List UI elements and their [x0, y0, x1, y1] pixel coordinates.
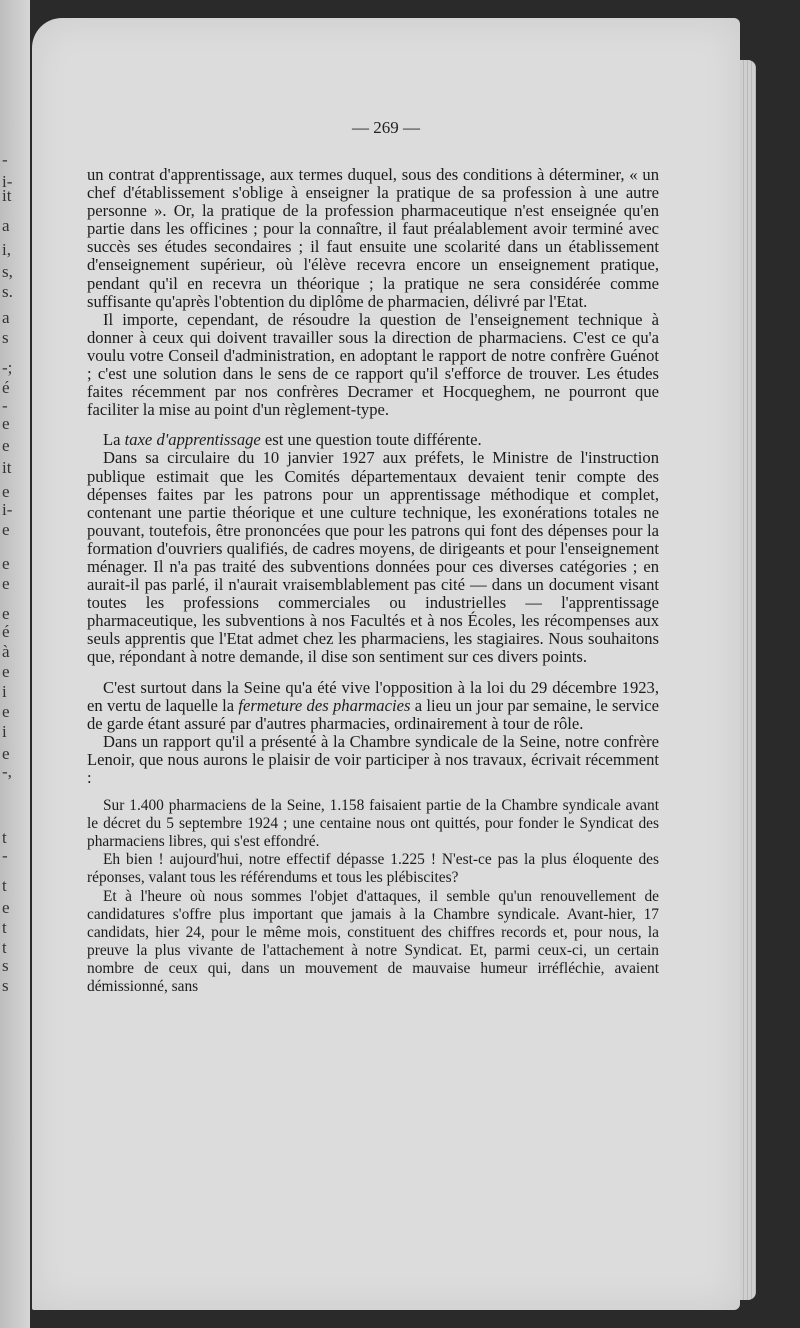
margin-fragment: e: [2, 898, 10, 917]
margin-fragment: e: [2, 574, 10, 593]
margin-fragment: e: [2, 702, 10, 721]
margin-fragment: a: [2, 308, 10, 327]
margin-fragment: it: [2, 186, 12, 205]
margin-fragment: e: [2, 414, 10, 433]
margin-fragment: é: [2, 378, 10, 397]
margin-fragment: s,: [2, 262, 13, 281]
paragraph: un contrat d'apprentissage, aux termes duquel, sous des conditions à déterminer, « un chef d'établissement s'oblige à enseigner la pratique de sa profession à une autre personne ». Or, la pratique de la profession pharmaceutique n'est enseignée qu'en partie dans les officines ; pour la connaître, il faut préalablement avoir terminé avec succès ses études secondaires ; il faut ensuite une scolarité dans un établissement d'enseignement supérieur, où l'élève recevra encore un enseignement pratique, pendant qu'il en recevra un théorique ; la pratique ne sera considérée comme suffisante qu'après l'obtention du diplôme de pharmacien, délivré par l'Etat.: [87, 165, 659, 311]
margin-fragment: -: [2, 396, 8, 415]
margin-fragment: s.: [2, 282, 13, 301]
italic-term: fermeture des pharmacies: [238, 695, 411, 715]
margin-fragment: s: [2, 976, 9, 995]
margin-fragment: -;: [2, 358, 13, 377]
margin-fragment: i,: [2, 240, 11, 259]
paragraph: La taxe d'apprentissage est une question toute différente.: [103, 430, 482, 450]
margin-fragment: e: [2, 482, 10, 501]
margin-fragment: e: [2, 520, 10, 539]
paragraph: Dans un rapport qu'il a présenté à la Chambre syndicale de la Seine, notre confrère Lenoir, que nous aurons le plaisir de voir participer à nos travaux, écrivait récemment :: [87, 731, 659, 787]
margin-fragment: t: [2, 828, 7, 847]
margin-fragment: s: [2, 956, 9, 975]
italic-term: taxe d'apprentissage: [124, 430, 261, 450]
margin-fragment: -,: [2, 762, 12, 781]
paragraph: Dans sa circulaire du 10 janvier 1927 aux préfets, le Ministre de l'instruction publique estimait que les Comités départementaux devaient tenir compte des dépenses faites par les patrons pour un apprentissage méthodique et complet, contenant une partie théorique et une culture technique, les exonérations totales ne pouvant, toutefois, être prononcées que pour les patrons qui font des dépenses pour la formation d'ouvriers qualifiés, de cadres moyens, de dirigeants et pour l'enseignement ménager. Il n'a pas traité des subventions données pour ces diverses catégories ; en aurait-il pas parlé, il n'aurait vraisemblablement pas cité — dans un document visant toutes les professions commerciales ou industrielles — l'apprentissage pharmaceutique, les subventions à nos Facultés et à nos Écoles, les récompenses aux seuls apprentis que l'Etat admet chez les pharmaciens, les stagiaires. Nous souhaitons que, répondant à notre demande, il dise son sentiment sur ces divers points.: [87, 448, 659, 667]
quoted-paragraph: Sur 1.400 pharmaciens de la Seine, 1.158 faisaient partie de la Chambre syndicale avant le décret du 5 septembre 1924 ; une centaine nous ont quittés, pour fonder le Syndicat des pharmaciens libres, qui s'est effondré.: [87, 797, 659, 851]
margin-fragment: i: [2, 722, 7, 741]
margin-fragment: t: [2, 876, 7, 895]
margin-fragment: i-: [2, 500, 13, 519]
margin-fragment: a: [2, 216, 10, 235]
margin-fragment: à: [2, 642, 10, 661]
margin-fragment: s: [2, 328, 9, 347]
margin-fragment: t: [2, 938, 7, 957]
margin-fragment: e: [2, 662, 10, 681]
margin-fragment: e: [2, 554, 10, 573]
margin-fragment: i-: [2, 172, 13, 191]
page-number: — 269 —: [352, 118, 420, 137]
margin-fragment: é: [2, 622, 10, 641]
margin-fragment: e: [2, 436, 10, 455]
margin-fragment: -: [2, 150, 8, 169]
margin-fragment: -: [2, 846, 8, 865]
margin-fragment: e: [2, 744, 10, 763]
margin-fragment: t: [2, 918, 7, 937]
book-page: [32, 18, 740, 1310]
margin-fragment: it: [2, 458, 12, 477]
quoted-paragraph: Et à l'heure où nous sommes l'objet d'attaques, il semble qu'un renouvellement de candidatures s'offre plus important que jamais à la Chambre syndicale. Avant-hier, 17 candidats, hier 24, pour le même mois, constituent des chiffres records et, pour nous, la preuve la plus vivante de l'attachement à notre Syndicat. Et, parmi ceux-ci, un certain nombre de ceux qui, dans un mouvement de mauvaise humeur irréfléchie, avaient démissionné, sans: [87, 887, 659, 996]
paragraph: C'est surtout dans la Seine qu'a été vive l'opposition à la loi du 29 décembre 1923, en vertu de laquelle la fermeture des pharmacies a lieu un jour par semaine, le service de garde étant assuré par d'autres pharmacies, ordinairement à tour de rôle.: [87, 677, 659, 733]
page-body: [87, 166, 659, 996]
paragraph: Il importe, cependant, de résoudre la question de l'enseignement technique à donner à ceux qui doivent travailler sous la direction de pharmaciens. C'est ce qu'a voulu votre Conseil d'administration, en adoptant le rapport de notre confrère Guénot ; c'est une solution dans le sens de ce rapport qu'il s'efforce de trouver. Les études faites récemment par nos confrères Decramer et Hocqueghem, ne pourront que faciliter la mise au point d'un règlement-type.: [87, 309, 659, 420]
quoted-paragraph: Eh bien ! aujourd'hui, notre effectif dépasse 1.225 ! N'est-ce pas la plus éloquente des réponses, valant tous les référendums et tous les plébiscites?: [87, 851, 659, 887]
margin-fragment: e: [2, 604, 10, 623]
adjacent-page-edge: [0, 0, 30, 1328]
margin-fragment: i: [2, 682, 7, 701]
